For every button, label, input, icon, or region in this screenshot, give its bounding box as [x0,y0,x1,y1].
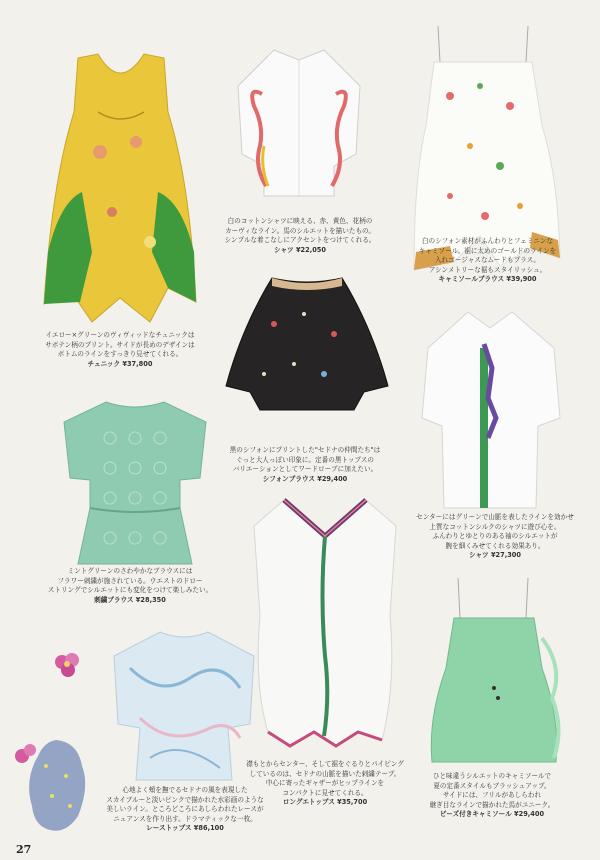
camisole-floral-price: キャミソールブラウス ¥39,900 [438,275,537,284]
long-top-caption: 襟もとからセンター、そして裾をぐるりとパイピング しているのは、セドナの山脈を描いた刺繍テープ。 中心に寄ったギャザーがヒップラインを コンパクトに見せてくれる。 ロングエトップス ¥35,700 [230,760,420,808]
chiffon-blouse-image [224,274,390,410]
lace-blouse-price: 刺繍ブラウス ¥28,350 [94,595,166,604]
page-number: 27 [16,843,32,856]
beaded-camisole-image [424,578,564,762]
camisole-floral-image [410,26,560,270]
green-shirt-image [418,308,564,508]
cactus-illustration [16,736,100,836]
white-shirt-caption: 白のコットンシャツに映える、赤、黄色、花柄の カーヴィなライン。馬のシルエットを描いたもの。 シンプルな着こなしにアクセントをつけてくれる。 シャツ ¥22,050 [215,217,385,255]
beaded-camisole-caption: ひと味違うシルエットのキャミソールで 夏の定番スタイルもブラッシュアップ。 サイドには、フリルがあしらわれ 継ぎ目なラインで描かれた馬がユニーク。 ビーズ付きキャミソール ¥29,400 [412,772,572,820]
chiffon-blouse-caption: 黒のシフォンにプリントした"セドナの仲間たち"は ぐっと大人っぽい印象に。定番の黒トップスの バリエーションとしてワードローブに加えたい。 シフォンブラウス ¥29,400 [215,446,395,484]
beaded-camisole-price: ビーズ付きキャミソール ¥29,400 [439,810,545,819]
white-shirt-image [234,46,364,196]
camisole-floral-caption: 白のシフォン素材がふんわりとフェミニンな キャミソール。裾に太めのゴールドのラインを 入れゴージャスなムードもプラス。 アシンメトリーな裾もスタイリッシュ。 キャミソールブラウス ¥39,900 [405,237,570,285]
chiffon-blouse-price: シフォンブラウス ¥29,400 [262,474,348,483]
tunic-caption: イエロー×グリーンのヴィヴィッドなチュニックは サボテン柄のプリント。サイドが長めのデザインは ボトムのラインをすっきり見せてくれる。 チュニック ¥37,800 [20,331,220,369]
green-shirt-caption: センターにはグリーンで山脈を表したラインを効かせ 上質なコットンシルクのシャツに遊び心を。 ふんわりとゆとりのある袖のシルエットが 腕を細くみせてくれる効果あり。 シャツ ¥27,300 [410,513,580,561]
lace-tops-caption: 心地よく頬を撫でるセドナの風を表現した スカイブルーと淡いピンクで描かれた水彩画のような 美しいライン。ところどころにあしらわれたレースが ニュアンスを作り出す。ドラマティックな一枚。 レーストップス ¥86,100 [95,786,275,834]
white-shirt-price: シャツ ¥22,050 [274,245,326,254]
green-shirt-price: シャツ ¥27,300 [469,551,521,560]
lace-blouse-caption: ミントグリーンのさわやかなブラウスには フラワー刺繍が施されている。ウエストのドロー ストリングでシルエットにも変化をつけて楽しみたい。 刺繍ブラウス ¥28,350 [40,567,220,605]
lace-tops-price: レーストップス ¥86,100 [146,824,224,833]
flower-illustration [50,648,86,684]
long-top-image [250,496,400,746]
tunic-price: チュニック ¥37,800 [87,359,153,368]
long-top-price: ロングエトップス ¥35,700 [282,798,368,807]
tunic-image [40,52,200,332]
lace-blouse-image [60,398,210,564]
lace-tops-image [110,628,258,780]
